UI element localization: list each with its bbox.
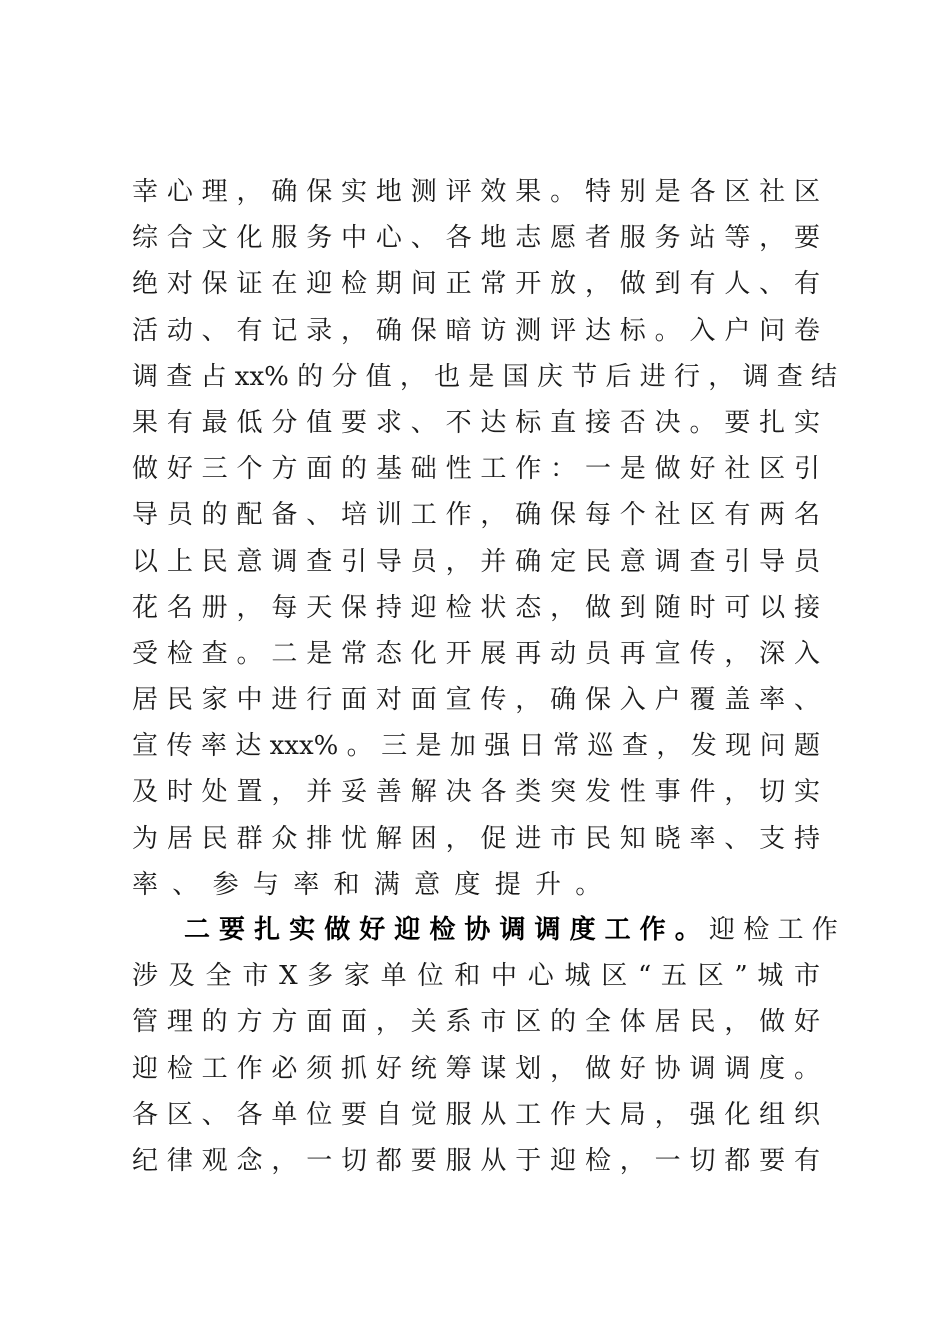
text-line: 果 有 最 低 分 值 要 求 、 不 达 标 直 接 否 决 。 要 扎 实: [132, 407, 820, 438]
body-paragraph-1: [132, 169, 838, 908]
paragraph-heading-line: [132, 907, 838, 953]
text-line: 综 合 文 化 服 务 中 心 、 各 地 志 愿 者 服 务 站 等 ， 要: [132, 223, 820, 254]
text-line: 花 名 册 ， 每 天 保 持 迎 检 状 态 ， 做 到 随 时 可 以 接: [132, 592, 820, 623]
section-heading: 二 要 扎 实 做 好 迎 检 协 调 调 度 工 作 。: [184, 915, 701, 945]
text-line: 绝 对 保 证 在 迎 检 期 间 正 常 开 放 ， 做 到 有 人 、 有: [132, 269, 820, 300]
body-paragraph-2: [132, 907, 838, 1184]
text-line: 调 查 占 xx% 的 分 值 ， 也 是 国 庆 节 后 进 行 ， 调 查 结: [132, 361, 838, 392]
text-line: 受 检 查 。 二 是 常 态 化 开 展 再 动 员 再 宣 传 ， 深 入: [132, 638, 820, 669]
text-line: 做 好 三 个 方 面 的 基 础 性 工 作 ： 一 是 做 好 社 区 引: [132, 454, 820, 485]
text-line: 及 时 处 置 ， 并 妥 善 解 决 各 类 突 发 性 事 件 ， 切 实: [132, 777, 820, 808]
text-line: 幸 心 理 ， 确 保 实 地 测 评 效 果 。 特 别 是 各 区 社 区: [132, 177, 820, 207]
text-line: 涉 及 全 市 X 多 家 单 位 和 中 心 城 区 “ 五 区 ” 城 市: [132, 961, 820, 992]
heading-line-rest: 迎 检 工 作: [709, 915, 838, 945]
text-line: 纪 律 观 念 ， 一 切 都 要 服 从 于 迎 检 ， 一 切 都 要 有: [132, 1145, 820, 1176]
text-line: 迎 检 工 作 必 须 抓 好 统 筹 谋 划 ， 做 好 协 调 调 度 。: [132, 1053, 820, 1084]
text-line: 以 上 民 意 调 查 引 导 员 ， 并 确 定 民 意 调 查 引 导 员: [132, 546, 820, 577]
text-line: 为 居 民 群 众 排 忧 解 困 ， 促 进 市 民 知 晓 率 、 支 持: [132, 823, 820, 854]
text-line-last: 率、参与率和满意度提升。: [132, 869, 616, 900]
text-line: 活 动 、 有 记 录 ， 确 保 暗 访 测 评 达 标 。 入 户 问 卷: [132, 315, 820, 346]
text-line: 各 区 、 各 单 位 要 自 觉 服 从 工 作 大 局 ， 强 化 组 织: [132, 1099, 820, 1130]
text-line: 居 民 家 中 进 行 面 对 面 宣 传 ， 确 保 入 户 覆 盖 率 、: [132, 685, 820, 716]
text-line: 导 员 的 配 备 、 培 训 工 作 ， 确 保 每 个 社 区 有 两 名: [132, 500, 820, 531]
text-line: 管 理 的 方 方 面 面 ， 关 系 市 区 的 全 体 居 民 ， 做 好: [132, 1007, 820, 1038]
text-line: 宣 传 率 达 xxx% 。 三 是 加 强 日 常 巡 查 ， 发 现 问 题: [132, 731, 820, 762]
